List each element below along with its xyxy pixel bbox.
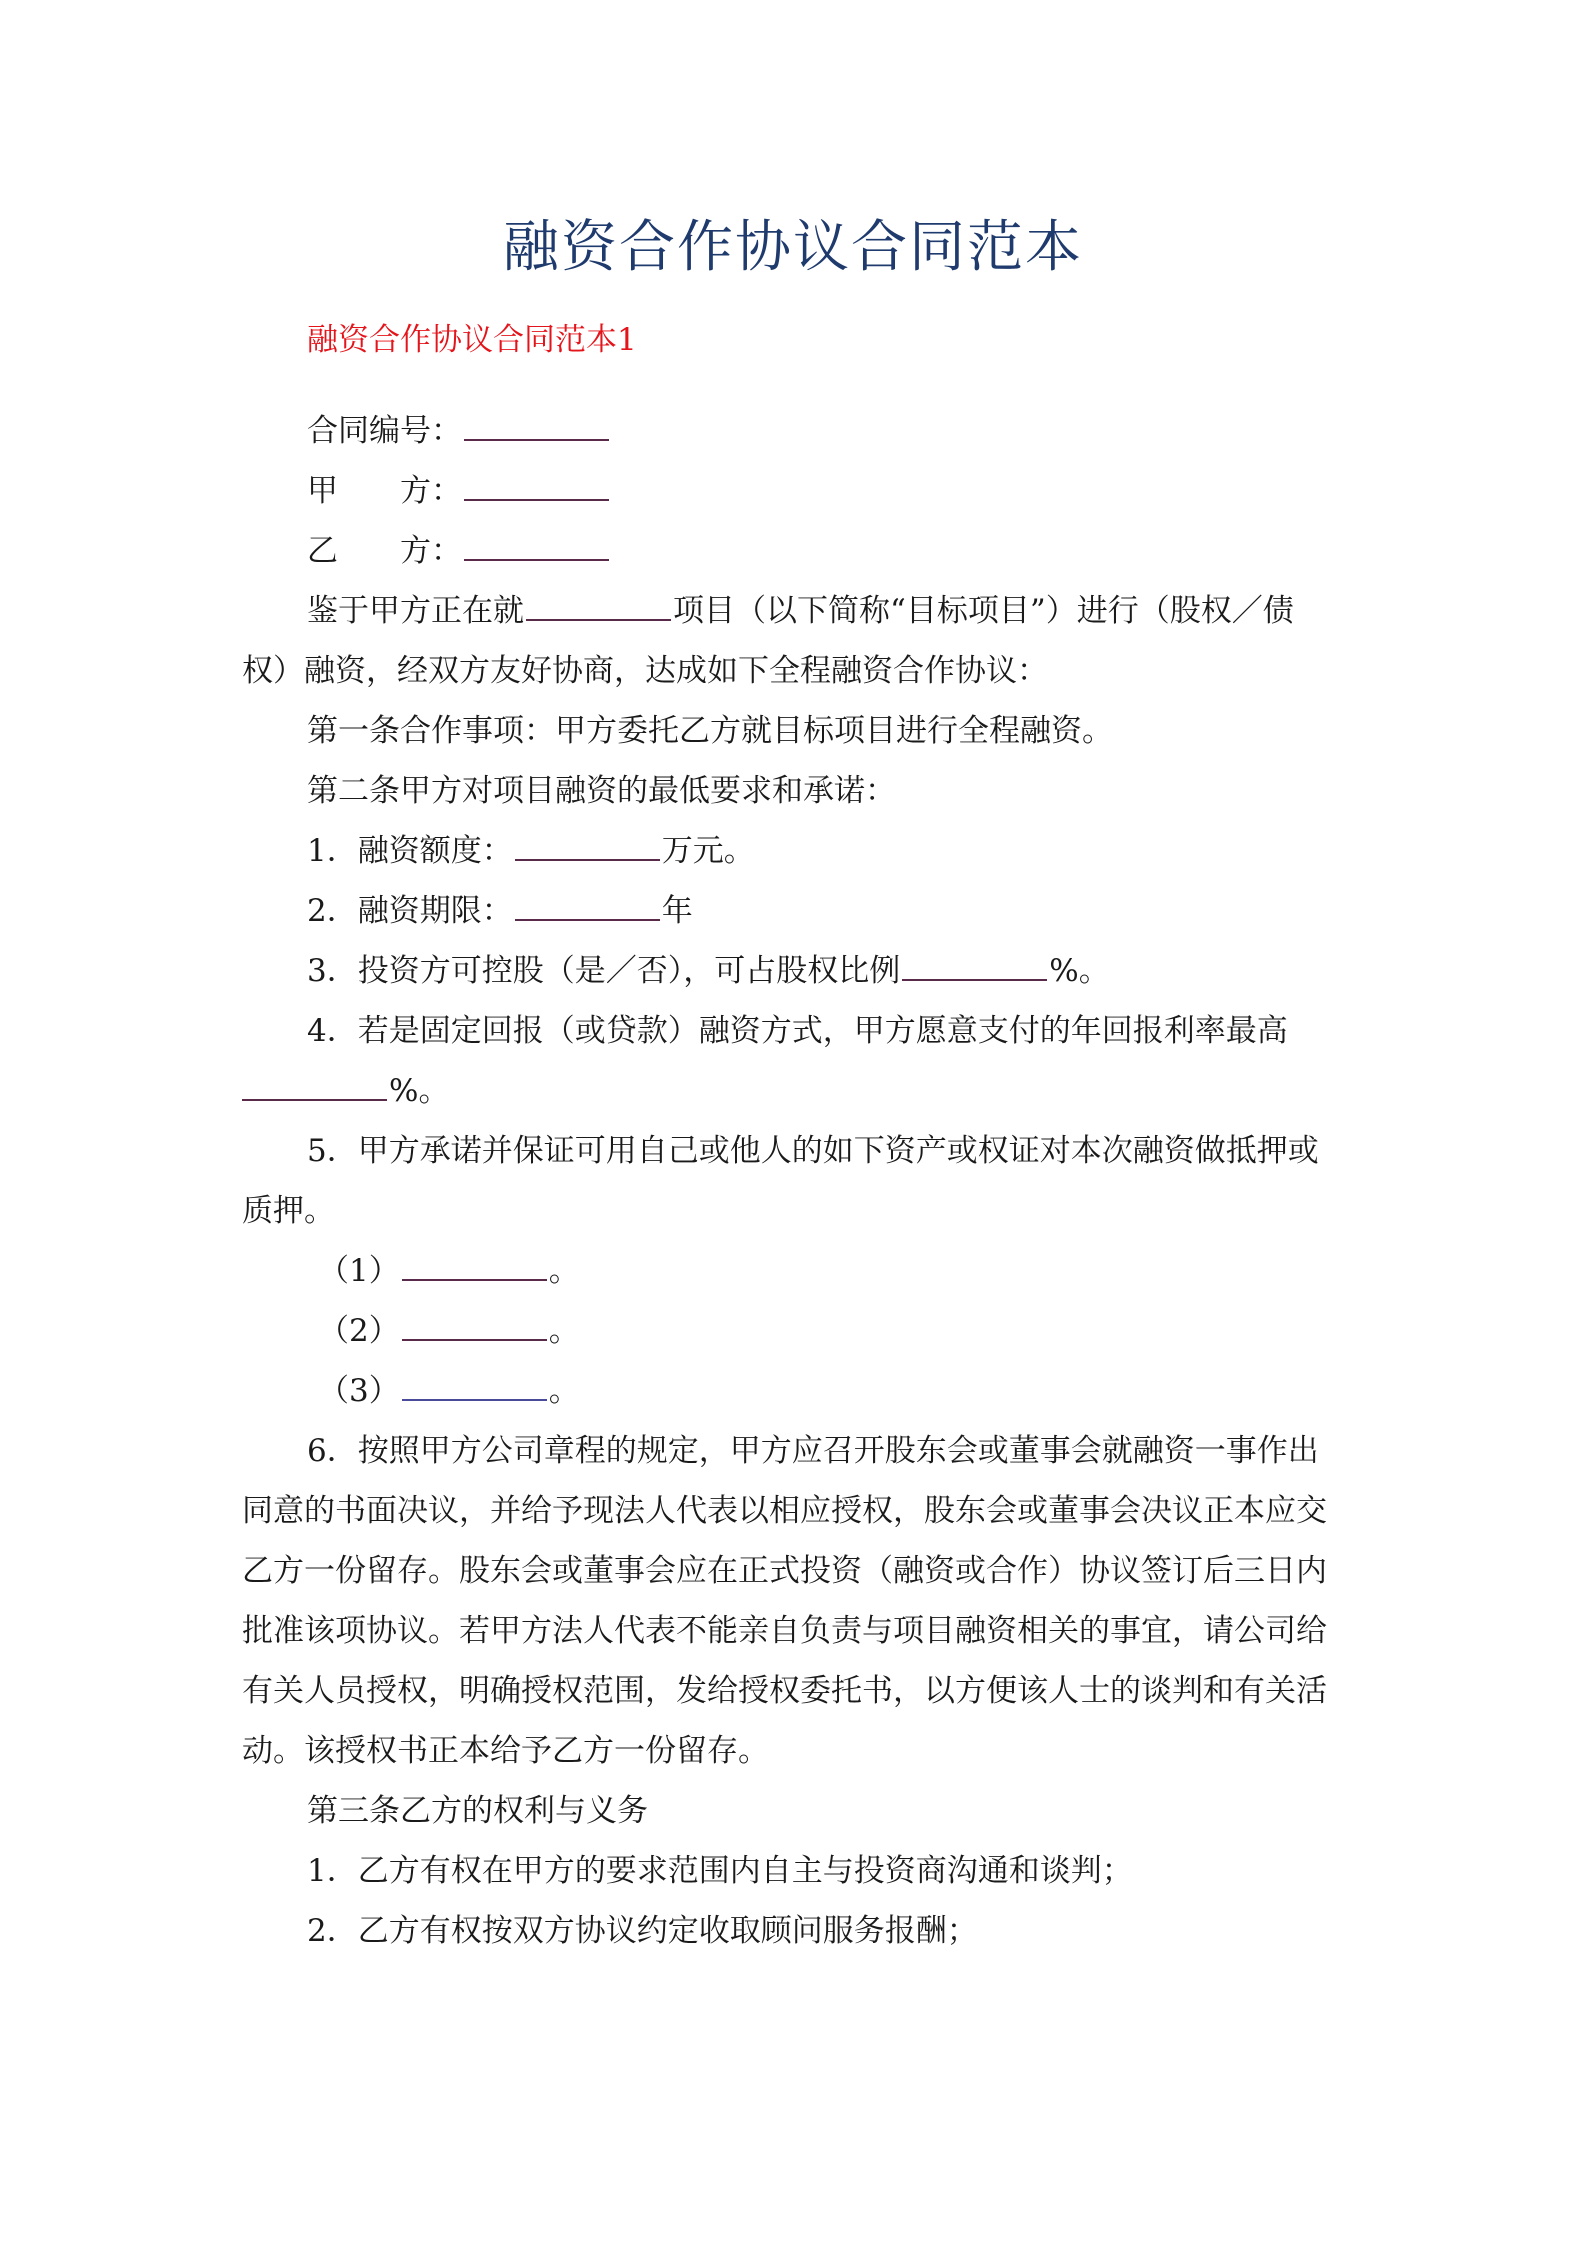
article-2-item-5: 5．甲方承诺并保证可用自己或他人的如下资产或权证对本次融资做抵押或 — [307, 1133, 1319, 1169]
article-2-item-1 — [307, 829, 755, 873]
article-2-item-6-line-3: 乙方一份留存。股东会或董事会应在正式投资（融资或合作）协议签订后三日内 — [242, 1553, 1327, 1589]
article-3-item-1: 1．乙方有权在甲方的要求范围内自主与投资商沟通和谈判； — [307, 1853, 1133, 1889]
intro-text-1: 鉴于甲方正在就 — [307, 593, 524, 629]
collateral-2-blank[interactable] — [402, 1309, 547, 1341]
collateral-3-prefix: （3） — [318, 1373, 400, 1409]
collateral-2-suffix: 。 — [548, 1313, 580, 1349]
contract-number-label: 合同编号： — [307, 413, 462, 449]
return-rate-blank[interactable] — [242, 1069, 387, 1101]
item-3-suffix: %。 — [1049, 953, 1110, 989]
article-2-item-3 — [307, 949, 1110, 993]
collateral-2-prefix: （2） — [318, 1313, 400, 1349]
item-3-prefix: 3．投资方可控股（是／否），可占股权比例 — [307, 953, 901, 989]
party-a-field — [307, 469, 611, 513]
article-2-item-4-cont — [242, 1069, 449, 1113]
party-b-field — [307, 529, 611, 573]
collateral-item-2 — [318, 1309, 580, 1353]
collateral-item-1 — [318, 1249, 580, 1293]
party-b-label-1: 乙 — [307, 533, 338, 569]
equity-ratio-blank[interactable] — [902, 949, 1047, 981]
item-2-prefix: 2．融资期限： — [307, 893, 513, 929]
article-1: 第一条合作事项：甲方委托乙方就目标项目进行全程融资。 — [307, 713, 1113, 749]
party-b-blank[interactable] — [464, 529, 609, 561]
article-2-item-6-line-2: 同意的书面决议，并给予现法人代表以相应授权，股东会或董事会决议正本应交 — [242, 1493, 1327, 1529]
party-a-label-1: 甲 — [307, 473, 338, 509]
collateral-item-3 — [318, 1369, 580, 1413]
article-2-item-6-line-4: 批准该项协议。若甲方法人代表不能亲自负责与项目融资相关的事宜，请公司给 — [242, 1613, 1327, 1649]
article-2-item-6-line-5: 有关人员授权，明确授权范围，发给授权委托书，以方便该人士的谈判和有关活 — [242, 1673, 1327, 1709]
item-1-prefix: 1．融资额度： — [307, 833, 513, 869]
item-1-suffix: 万元。 — [661, 833, 755, 869]
collateral-1-prefix: （1） — [318, 1253, 400, 1289]
article-2-item-4: 4．若是固定回报（或贷款）融资方式，甲方愿意支付的年回报利率最高 — [307, 1013, 1288, 1049]
article-2-item-2 — [307, 889, 693, 933]
contract-number-field — [307, 409, 611, 453]
collateral-1-blank[interactable] — [402, 1249, 547, 1281]
contract-number-blank[interactable] — [464, 409, 609, 441]
article-2-heading: 第二条甲方对项目融资的最低要求和承诺： — [307, 773, 896, 809]
party-b-label-2: 方： — [400, 533, 462, 569]
party-a-blank[interactable] — [464, 469, 609, 501]
financing-amount-blank[interactable] — [515, 829, 660, 861]
intro-text-2: 项目（以下简称“目标项目”）进行（股权／债 — [673, 593, 1294, 629]
intro-line-1 — [307, 589, 1294, 633]
project-name-blank[interactable] — [526, 589, 671, 621]
item-4-suffix: %。 — [389, 1073, 450, 1109]
collateral-3-blank[interactable] — [402, 1369, 547, 1401]
article-2-item-6-line-1: 6．按照甲方公司章程的规定，甲方应召开股东会或董事会就融资一事作出 — [307, 1433, 1319, 1469]
document-subtitle: 融资合作协议合同范本1 — [307, 322, 637, 358]
collateral-1-suffix: 。 — [548, 1253, 580, 1289]
document-title: 融资合作协议合同范本 — [503, 215, 1083, 280]
party-a-label-2: 方： — [400, 473, 462, 509]
intro-line-2: 权）融资，经双方友好协商，达成如下全程融资合作协议： — [242, 653, 1048, 689]
article-3-heading: 第三条乙方的权利与义务 — [307, 1793, 648, 1829]
item-2-suffix: 年 — [661, 893, 693, 929]
article-2-item-6-line-6: 动。该授权书正本给予乙方一份留存。 — [242, 1733, 769, 1769]
financing-term-blank[interactable] — [515, 889, 660, 921]
article-2-item-5-cont: 质押。 — [242, 1193, 335, 1229]
collateral-3-suffix: 。 — [548, 1373, 580, 1409]
article-3-item-2: 2．乙方有权按双方协议约定收取顾问服务报酬； — [307, 1913, 978, 1949]
